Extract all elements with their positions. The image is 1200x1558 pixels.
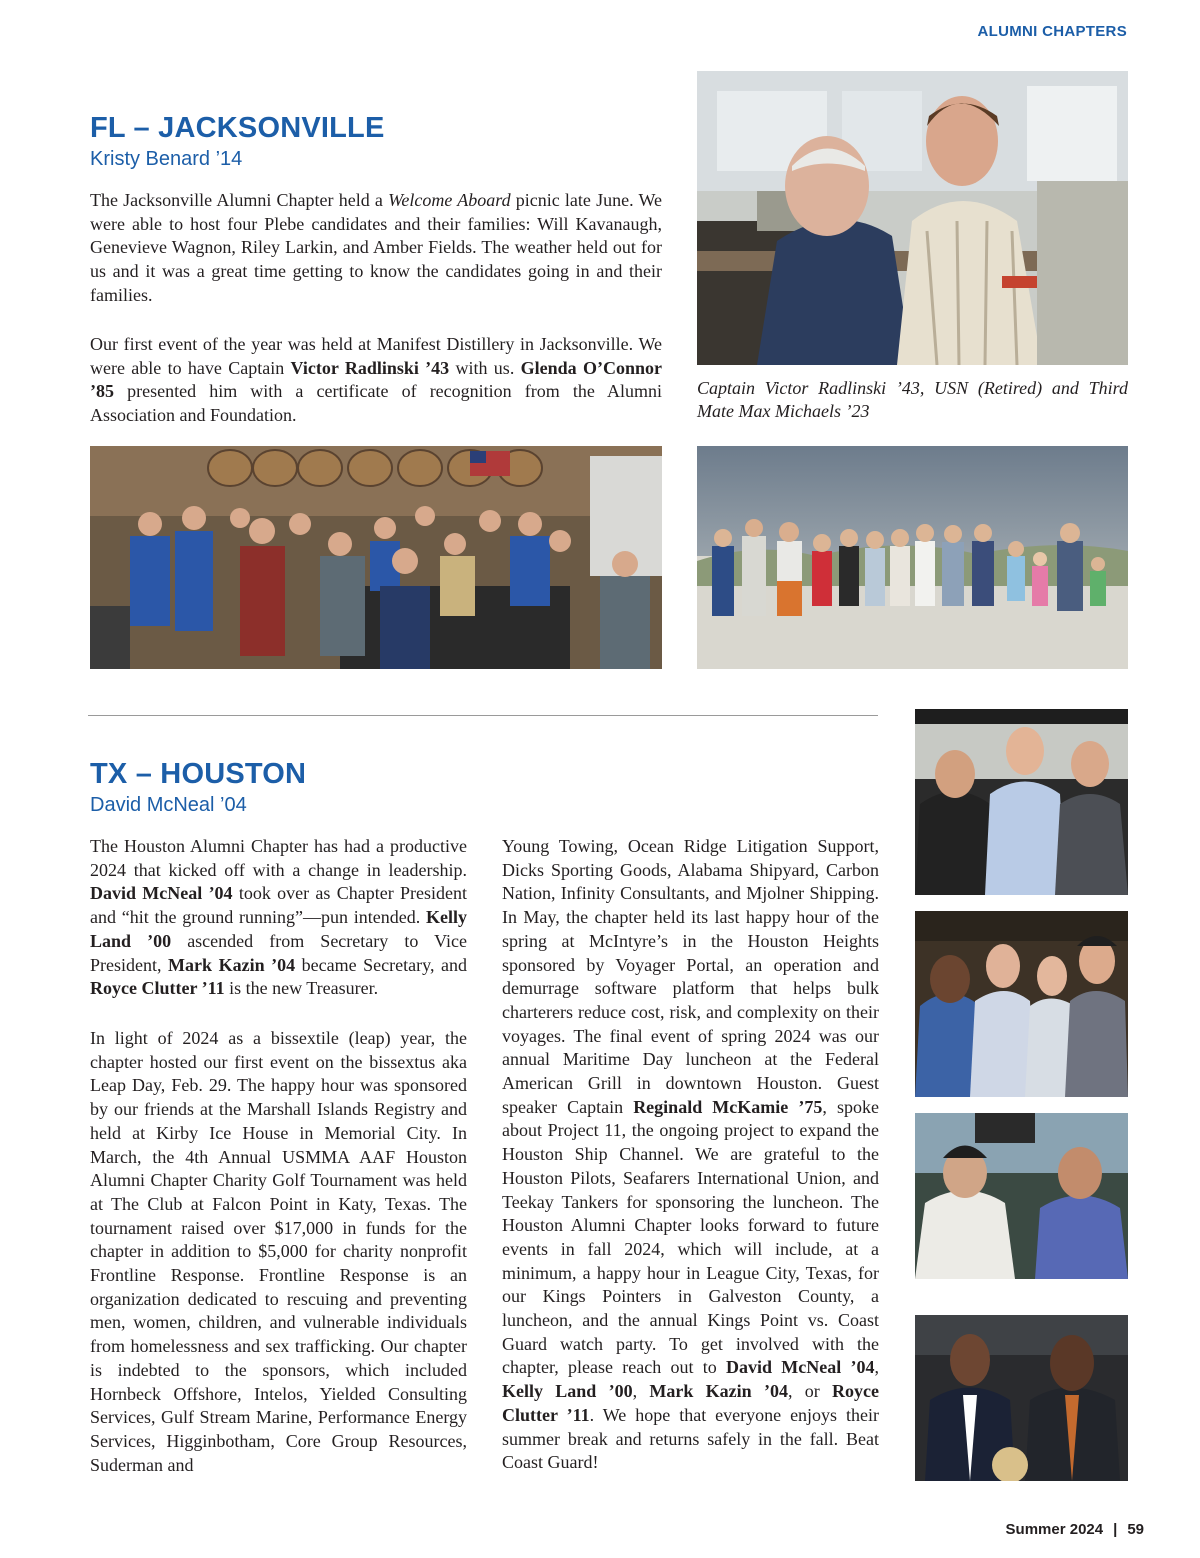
houston-paragraph-1: The Houston Alumni Chapter has had a productive 2024 that kicked off with a change in leadership. David McNeal ’04 took over as Chapter President and “hit the ground running”—pun intended. Kelly Land ’00 ascended from Secretary to Vice President, Mark Kazin ’04 became Secretary, and Royce Clutter ’11 is the new Treasurer. xyxy=(90,836,467,999)
houston-paragraph-2: In light of 2024 as a bissextile (leap) year, the chapter hosted our first event on the bissextus aka Leap Day, Feb. 29. The happy hour was sponsored by our friends at the Marshall Islands Registry and held at Kirby Ice House in Memorial City. In March, the 4th Annual USMMA AAF Houston Alumni Chapter Charity Golf Tournament was held at The Club at Falcon Point in Katy, Texas. The tournament raised over $17,000 in funds for the chapter in addition to $5,000 for charity nonprofit Frontline Response. Frontline Response is an organization dedicated to rescuing and preventing men, women, children, and vulnerable individuals from homelessness and sex trafficking. Our chapter is indebted to the sponsors, which included Hornbeck Offshore, Intelos, Yielded Consulting Services, Gulf Stream Marine, Performance Energy Services, Higginbotham, Core Group Resources, Suderman and xyxy=(90,1028,467,1475)
photo-houston-luncheon-1 xyxy=(915,1113,1128,1279)
photo-houston-happy-hour-2 xyxy=(915,911,1128,1097)
photo-caption-radlinski: Captain Victor Radlinski ’43, USN (Retired) and Third Mate Max Michaels ’23 xyxy=(697,378,1128,421)
houston-paragraph-3: Young Towing, Ocean Ridge Litigation Support, Dicks Sporting Goods, Alabama Shipyard, Carbon Nation, Infinity Consultants, and Mjolner Shipping. In May, the chapter held its last happy hour of the spring at McIntyre’s in the Houston Heights sponsored by Voyager Portal, an operation and demurrage software platform that helps bulk charterers reduce cost, risk, and complexity on their voyages. The final event of spring 2024 was our annual Maritime Day luncheon at the Federal American Grill in downtown Houston. Guest speaker Captain Reginald McKamie ’75, spoke about Project 11, the ongoing project to expand the Houston Ship Channel. We are grateful to the Houston Pilots, Seafarers International Union, and Teekay Tankers for sponsoring the luncheon. The Houston Alumni Chapter looks forward to future events in fall 2024, which will include, at a minimum, a happy hour in League City, Texas, for our Kings Pointers in Galveston County, a luncheon, and the annual Kings Point vs. Coast Guard watch party. To get involved with the chapter, please reach out to David McNeal ’04, Kelly Land ’00, Mark Kazin ’04, or Royce Clutter ’11. We hope that everyone enjoys their summer break and returns safely in the fall. Beat Coast Guard! xyxy=(502,836,880,1473)
houston-author: David McNeal ’04 xyxy=(90,794,247,816)
issue-label: Summer 2024 xyxy=(1005,1521,1104,1538)
jacksonville-paragraph-2: Our first event of the year was held at Manifest Distillery in Jacksonville. We were able to have Captain Victor Radlinski ’43 with us. Glenda O’Connor ’85 presented him with a certificate of recognition from the Alumni Association and Foundation. xyxy=(90,334,662,426)
photo-distillery-group xyxy=(90,446,662,669)
jacksonville-paragraph-1: The Jacksonville Alumni Chapter held a Welcome Aboard picnic late June. We were able to host four Plebe candidates and their families: Will Kavanaugh, Genevieve Wagnon, Riley Larkin, and Amber Fields. The weather held out for us and it was a great time getting to know the candidates going in and their families. xyxy=(90,190,662,305)
section-divider xyxy=(88,715,878,716)
houston-title: TX – HOUSTON xyxy=(90,758,307,790)
photo-beach-picnic xyxy=(697,446,1128,669)
photo-houston-happy-hour-1 xyxy=(915,709,1128,895)
jacksonville-title: FL – JACKSONVILLE xyxy=(90,112,385,144)
page-number: 59 xyxy=(1127,1521,1144,1538)
photo-radlinski-michaels xyxy=(697,71,1128,365)
jacksonville-author: Kristy Benard ’14 xyxy=(90,148,243,170)
photo-houston-luncheon-2 xyxy=(915,1315,1128,1481)
section-header-label: ALUMNI CHAPTERS xyxy=(977,23,1127,40)
footer-separator: | xyxy=(1113,1521,1118,1538)
page-footer xyxy=(1006,1521,1144,1538)
